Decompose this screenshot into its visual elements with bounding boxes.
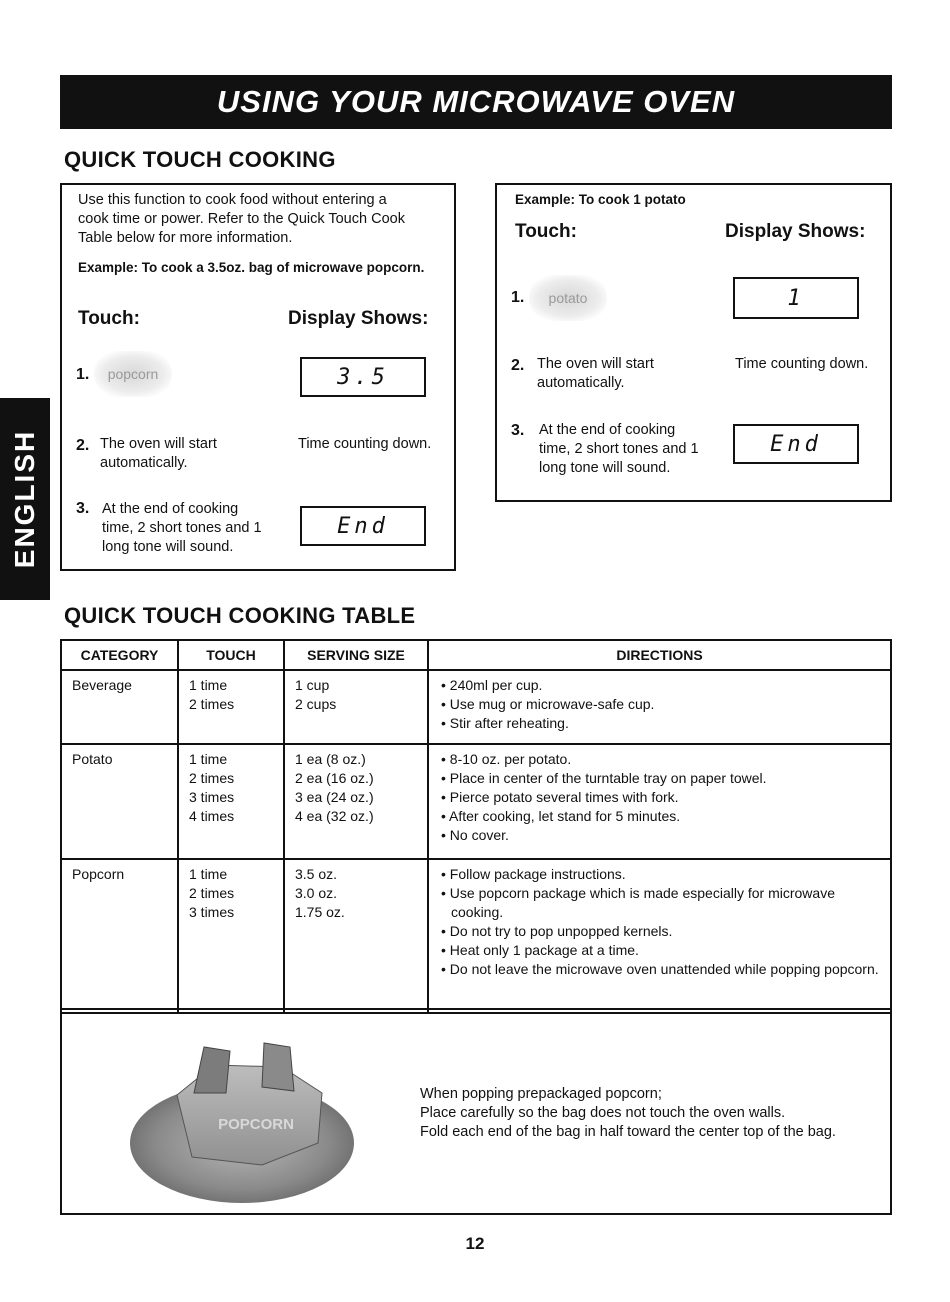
potato-key: potato [529,275,607,321]
serving-value: 4 ea (32 oz.) [295,808,374,824]
direction-item: • Heat only 1 package at a time. [441,941,880,960]
step-number: 2. [76,437,90,454]
serving-value: 3.5 oz. [295,866,338,882]
step-number: 3. [511,422,525,439]
direction-item: • No cover. [441,826,880,845]
serving-value: 1.75 oz. [295,904,345,920]
quick-touch-intro: Use this function to cook food without entering a cook time or power. Refer to the Quick Touch Cook Table below for more information. [78,192,405,246]
touch-value: 2 times [189,770,235,786]
serving-value: 3 ea (24 oz.) [295,789,374,805]
serving-value: 3.0 oz. [295,885,338,901]
direction-item: • 240ml per cup. [441,676,880,695]
display-readout: 1 [733,277,859,319]
directions-cell [428,670,891,744]
display-text: Time counting down. [298,436,432,452]
popcorn-note-box [60,1008,892,1215]
touch-value: 3 times [189,789,235,805]
page-number: 12 [465,1234,485,1253]
column-header: TOUCH [178,640,284,670]
popcorn-bag-illustration [122,1025,362,1205]
touch-value: 1 time [189,751,228,767]
touch-cell [178,859,284,1013]
touch-heading-left: Touch: [78,308,140,329]
touch-value: 2 times [189,696,235,712]
display-text: Time counting down. [735,356,869,372]
serving-value: 2 ea (16 oz.) [295,770,374,786]
touch-cell [178,670,284,744]
bag-folded-end [194,1047,230,1093]
table-header-row [61,640,891,670]
direction-item: • After cooking, let stand for 5 minutes. [441,807,880,826]
touch-value: 2 times [189,885,235,901]
touch-value: 3 times [189,904,235,920]
column-header: CATEGORY [61,640,178,670]
language-tab-label: ENGLISH [9,429,40,569]
category-cell: Beverage [61,670,178,744]
display-readout: End [733,424,859,464]
note-line: Place carefully so the bag does not touch the oven walls. [420,1105,786,1121]
display-readout: 3.5 [300,357,426,397]
table-row [61,670,891,744]
page-header [60,75,892,129]
direction-item: • 8-10 oz. per potato. [441,750,880,769]
bag-label: POPCORN [218,1116,294,1133]
directions-cell [428,744,891,859]
direction-item: • Place in center of the turntable tray on paper towel. [441,769,880,788]
direction-item: • Do not leave the microwave oven unattended while popping popcorn. [441,960,880,979]
step-text: The oven will start automatically. [100,436,217,471]
category-cell: Potato [61,744,178,859]
quick-touch-example-right [495,183,892,502]
popcorn-key: popcorn [94,351,172,397]
step-text: The oven will start automatically. [537,356,654,391]
table-row [61,744,891,859]
table-title: QUICK TOUCH COOKING TABLE [64,603,416,628]
touch-value: 1 time [189,677,228,693]
directions-cell [428,859,891,1013]
direction-item: • Do not try to pop unpopped kernels. [441,922,880,941]
serving-cell [284,744,428,859]
serving-cell [284,670,428,744]
note-line: Fold each end of the bag in half toward the center top of the bag. [420,1124,836,1140]
step-number: 3. [76,500,90,517]
touch-value: 1 time [189,866,228,882]
example-right: Example: To cook 1 potato [515,192,686,207]
direction-item: • Stir after reheating. [441,714,880,733]
display-heading-left: Display Shows: [288,308,429,329]
quick-touch-table [60,639,892,1014]
step-text: At the end of cooking time, 2 short tones and 1 long tone will sound. [102,501,262,555]
display-readout: End [300,506,426,546]
column-header: SERVING SIZE [284,640,428,670]
serving-value: 1 cup [295,677,330,693]
touch-cell [178,744,284,859]
note-line: When popping prepackaged popcorn; [420,1086,662,1102]
language-tab [0,398,50,600]
step-text: At the end of cooking time, 2 short tones and 1 long tone will sound. [539,422,699,476]
example-left: Example: To cook a 3.5oz. bag of microwave popcorn. [78,260,425,275]
category-cell: Popcorn [61,859,178,1013]
table-row [61,859,891,1013]
popcorn-note-text [420,1085,860,1142]
quick-touch-title: QUICK TOUCH COOKING [64,147,336,172]
direction-item: • Use popcorn package which is made especially for microwave cooking. [441,884,880,922]
direction-item: • Follow package instructions. [441,865,880,884]
step-number: 1. [511,289,525,306]
direction-item: • Use mug or microwave-safe cup. [441,695,880,714]
step-number: 2. [511,357,525,374]
touch-heading-right: Touch: [515,221,577,242]
serving-value: 1 ea (8 oz.) [295,751,366,767]
serving-value: 2 cups [295,696,337,712]
direction-item: • Pierce potato several times with fork. [441,788,880,807]
bag-folded-end [262,1043,294,1091]
page-header-title: USING YOUR MICROWAVE OVEN [216,84,736,119]
serving-cell [284,859,428,1013]
display-heading-right: Display Shows: [725,221,866,242]
column-header: DIRECTIONS [428,640,891,670]
touch-value: 4 times [189,808,235,824]
step-number: 1. [76,366,90,383]
quick-touch-example-left [60,183,456,571]
